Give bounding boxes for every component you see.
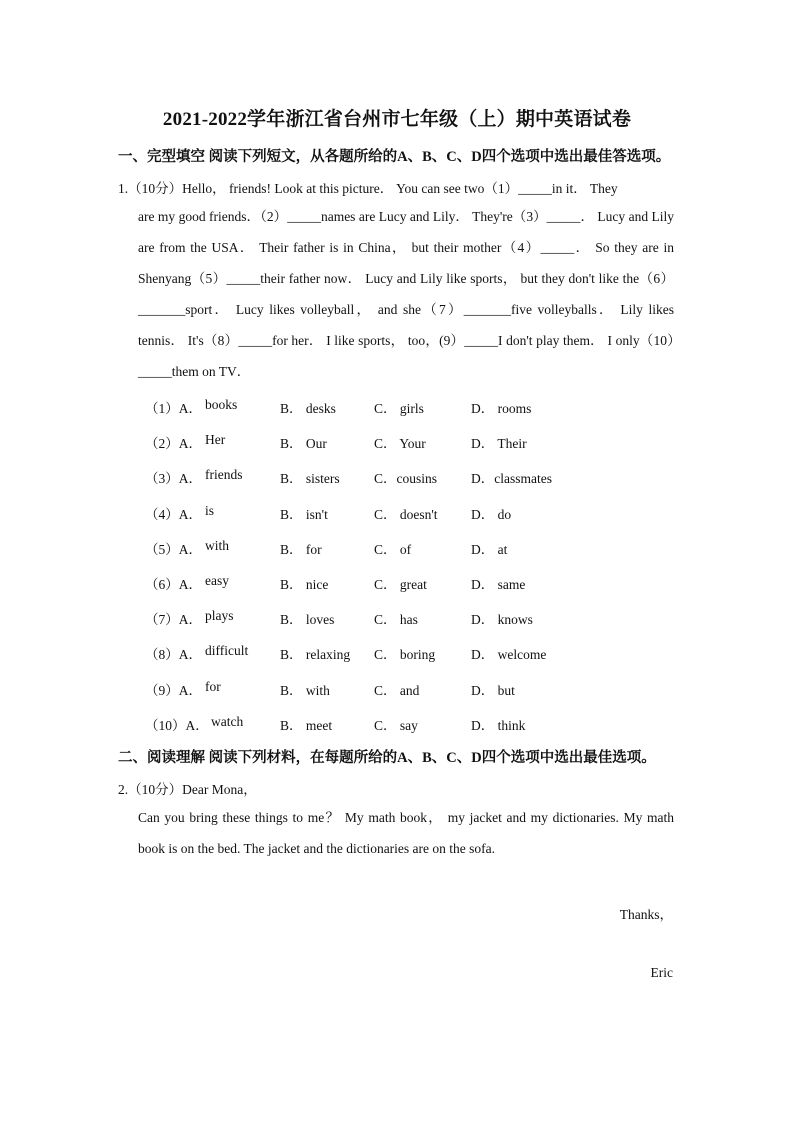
option-d: D． do bbox=[471, 507, 512, 522]
page-title: 2021-2022学年浙江省台州市七年级（上）期中英语试卷 bbox=[162, 109, 632, 130]
option-c: C． say bbox=[374, 718, 418, 733]
option-c: C． of bbox=[374, 542, 412, 557]
question-2-first-line: 2.（10分）Dear Mona， bbox=[118, 782, 257, 797]
option-c: C． Your bbox=[374, 436, 426, 451]
option-number: （7）A． bbox=[145, 612, 202, 627]
option-b: B． Our bbox=[280, 436, 327, 451]
option-d: D． at bbox=[471, 542, 508, 557]
option-b: B． sisters bbox=[280, 471, 340, 486]
option-c: C． and bbox=[374, 683, 420, 698]
option-number: （4）A． bbox=[145, 507, 202, 522]
letter-closing: Thanks， bbox=[619, 907, 673, 922]
option-b: B． nice bbox=[280, 577, 329, 592]
option-a: easy bbox=[205, 573, 229, 588]
option-c: C． girls bbox=[374, 401, 424, 416]
option-d: D． but bbox=[471, 683, 515, 698]
option-c: C． boring bbox=[374, 647, 436, 662]
option-c: C．cousins bbox=[374, 471, 438, 486]
option-d: D．classmates bbox=[471, 471, 552, 486]
option-d: D． rooms bbox=[471, 401, 532, 416]
option-number: （6）A． bbox=[145, 577, 202, 592]
option-c: C． doesn't bbox=[374, 507, 438, 522]
option-d: D． same bbox=[471, 577, 526, 592]
option-number: （2）A． bbox=[145, 436, 202, 451]
option-a: difficult bbox=[205, 643, 249, 658]
option-a: friends bbox=[205, 467, 243, 482]
option-d: D． think bbox=[471, 718, 526, 733]
option-a: is bbox=[205, 503, 215, 518]
option-number: （8）A． bbox=[145, 647, 202, 662]
question-1-first-line: 1.（10分）Hello， friends! Look at this picture． You can see two（1）_____in it． They bbox=[118, 181, 618, 196]
option-number: （3）A． bbox=[145, 471, 202, 486]
option-b: B． meet bbox=[280, 718, 333, 733]
option-number: （1）A． bbox=[145, 401, 202, 416]
option-number: （5）A． bbox=[145, 542, 202, 557]
question-2-letter-body: Can you bring these things to me？ My math book， my jacket and my dictionaries. My math book is on the bed. The jacket and the dictionaries are on the sofa. bbox=[138, 810, 674, 856]
question-1-passage: are my good friends．（2）_____names are Lucy and Lily． They're（3）_____． Lucy and Lily are from the USA． Their father is in China， but their mother（4）_____． So they are in Shenyang（5）_____their father now． Lucy and Lily like sports， but they don't like the（6）_______sport． Lucy likes volleyball， and she（7）_______five volleyballs． Lily likes tennis． It's（8）_____for her． I like sports， too，(9）_____I don't play them． I only（10）_____them on TV． bbox=[138, 209, 674, 379]
option-b: B． relaxing bbox=[280, 647, 351, 662]
section-1-heading: 一、完型填空 阅读下列短文，从各题所给的A、B、C、D四个选项中选出最佳答选项。 bbox=[118, 149, 671, 165]
option-b: B． desks bbox=[280, 401, 336, 416]
option-d: D． welcome bbox=[471, 647, 547, 662]
option-b: B． for bbox=[280, 542, 322, 557]
option-c: C． great bbox=[374, 577, 427, 592]
section-2-heading: 二、阅读理解 阅读下列材料，在每题所给的A、B、C、D四个选项中选出最佳选项。 bbox=[118, 750, 656, 766]
option-number: （9）A． bbox=[145, 683, 202, 698]
option-d: D． Their bbox=[471, 436, 527, 451]
option-c: C． has bbox=[374, 612, 418, 627]
option-a: plays bbox=[205, 608, 234, 623]
option-a: with bbox=[205, 538, 230, 553]
option-number: （10）A． bbox=[145, 718, 209, 733]
option-a: watch bbox=[211, 714, 244, 729]
option-a: Her bbox=[205, 432, 226, 447]
option-a: books bbox=[205, 397, 238, 412]
option-b: B． loves bbox=[280, 612, 335, 627]
option-b: B． with bbox=[280, 683, 330, 698]
letter-signature: Eric bbox=[650, 965, 673, 980]
option-b: B． isn't bbox=[280, 507, 328, 522]
option-a: for bbox=[205, 679, 221, 694]
option-d: D． knows bbox=[471, 612, 533, 627]
